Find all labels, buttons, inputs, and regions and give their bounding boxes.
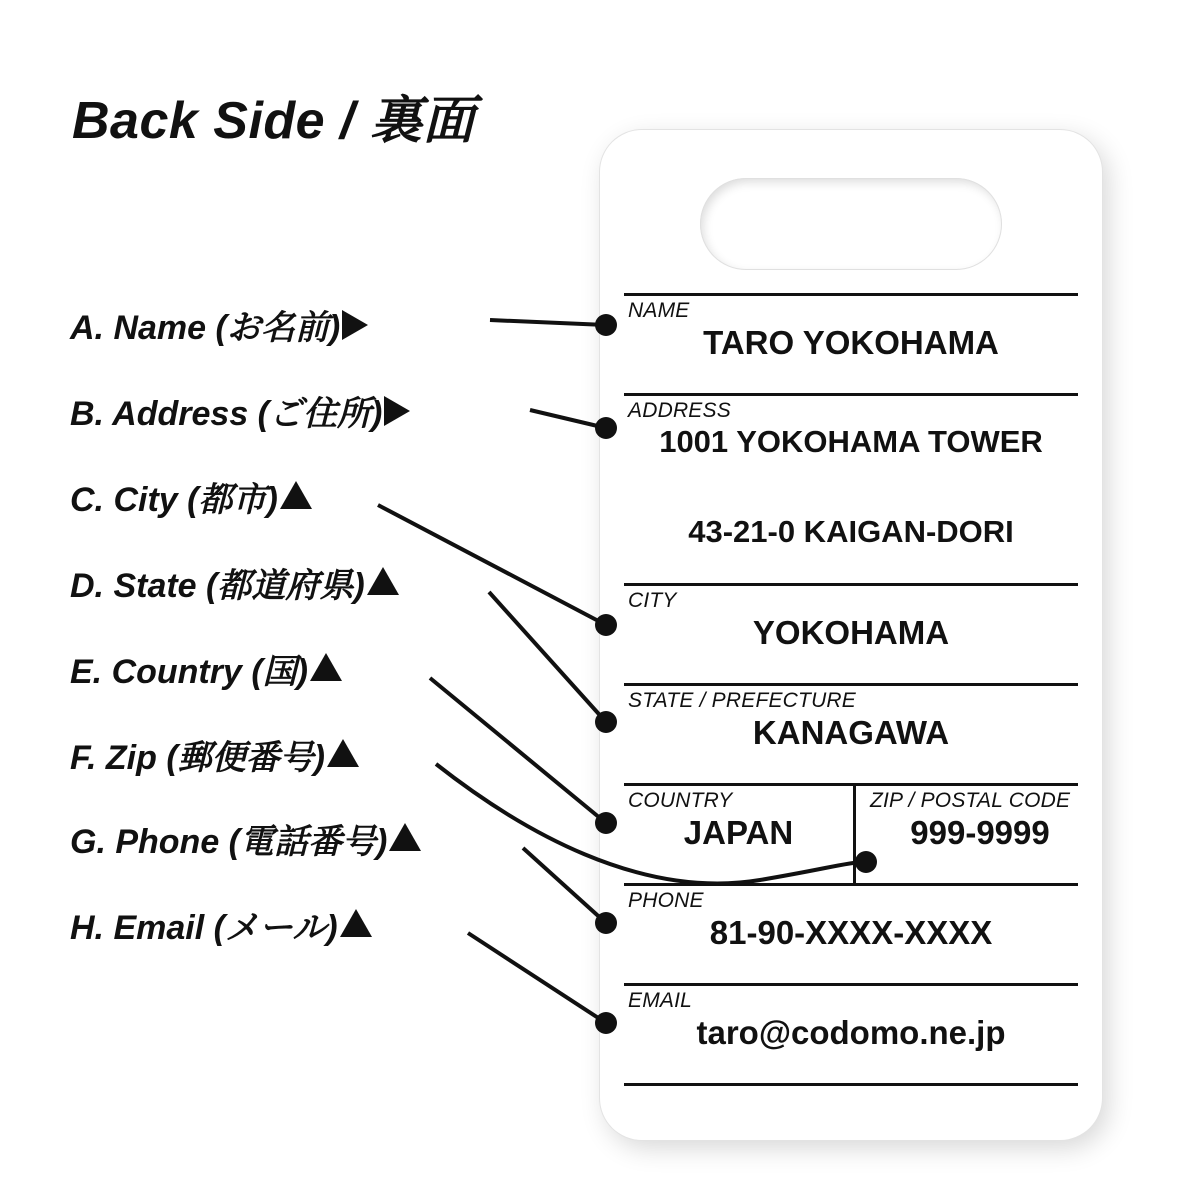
field-city-value: YOKOHAMA — [752, 614, 950, 652]
field-email-label: EMAIL — [628, 989, 693, 1012]
field-state — [624, 683, 1078, 783]
field-name-value: TARO YOKOHAMA — [703, 324, 999, 362]
leader-line-address — [530, 410, 606, 428]
field-name-label: NAME — [628, 299, 690, 322]
legend-item-address — [70, 386, 410, 435]
up-triangle-marker — [389, 823, 421, 851]
up-triangle-marker — [340, 909, 372, 937]
legend-item-city — [70, 472, 312, 521]
field-city-label: CITY — [628, 589, 677, 612]
leader-line-city — [378, 505, 606, 625]
legend-item-name-label: A. Name (お名前) — [70, 309, 341, 347]
up-triangle-marker — [367, 567, 399, 595]
up-triangle-marker — [310, 653, 342, 681]
right-triangle-marker — [342, 310, 368, 340]
up-triangle-marker — [327, 739, 359, 767]
leader-line-email — [468, 933, 606, 1023]
leader-line-phone — [523, 848, 606, 923]
tag-strap-hole — [700, 178, 1002, 270]
field-address-line2 — [624, 485, 1078, 583]
up-triangle-marker — [280, 481, 312, 509]
field-email — [624, 983, 1078, 1083]
legend-item-state-label: D. State (都道府県) — [70, 567, 365, 605]
field-phone — [624, 883, 1078, 983]
leader-line-name — [490, 320, 606, 325]
field-state-value: KANAGAWA — [752, 714, 950, 752]
page-title: Back Side / 裏面 — [72, 92, 475, 150]
field-country-label: COUNTRY — [628, 789, 733, 812]
legend-item-zip — [70, 730, 359, 779]
field-state-label: STATE / PREFECTURE — [628, 689, 857, 712]
leader-line-country — [430, 678, 606, 823]
field-address-value-line2: 43-21-0 KAIGAN-DORI — [688, 514, 1014, 549]
field-address-value-line1: 1001 YOKOHAMA TOWER — [659, 424, 1043, 460]
field-zip-label: ZIP / POSTAL CODE — [870, 789, 1071, 812]
field-zip-value: 999-9999 — [910, 814, 1050, 852]
legend-item-zip-label: F. Zip (郵便番号) — [70, 739, 325, 777]
field-name — [624, 293, 1078, 393]
field-email-value: taro@codomo.ne.jp — [696, 1014, 1006, 1052]
legend-item-phone-label: G. Phone (電話番号) — [70, 823, 388, 861]
legend-item-state — [70, 558, 399, 607]
legend-item-country — [70, 644, 342, 693]
legend-item-city-label: C. City (都市) — [70, 481, 278, 519]
legend-item-country-label: E. Country (国) — [70, 653, 308, 691]
legend-item-email — [70, 900, 372, 949]
field-city — [624, 583, 1078, 683]
field-phone-label: PHONE — [628, 889, 704, 912]
luggage-tag-back — [600, 130, 1102, 1140]
field-address-label: ADDRESS — [628, 399, 731, 422]
field-country — [624, 786, 853, 883]
field-country-value: JAPAN — [683, 814, 794, 852]
field-row-country-zip — [624, 783, 1078, 883]
right-triangle-marker — [384, 396, 410, 426]
field-zip — [853, 786, 1078, 883]
field-address — [624, 393, 1078, 485]
field-phone-value: 81-90-XXXX-XXXX — [709, 914, 993, 952]
field-bottom-rule — [624, 1083, 1078, 1086]
legend-item-phone — [70, 814, 421, 863]
legend-item-address-label: B. Address (ご住所) — [70, 395, 383, 433]
legend-item-name — [70, 300, 368, 349]
legend-item-email-label: H. Email (メール) — [70, 909, 338, 947]
leader-line-state — [489, 592, 606, 722]
